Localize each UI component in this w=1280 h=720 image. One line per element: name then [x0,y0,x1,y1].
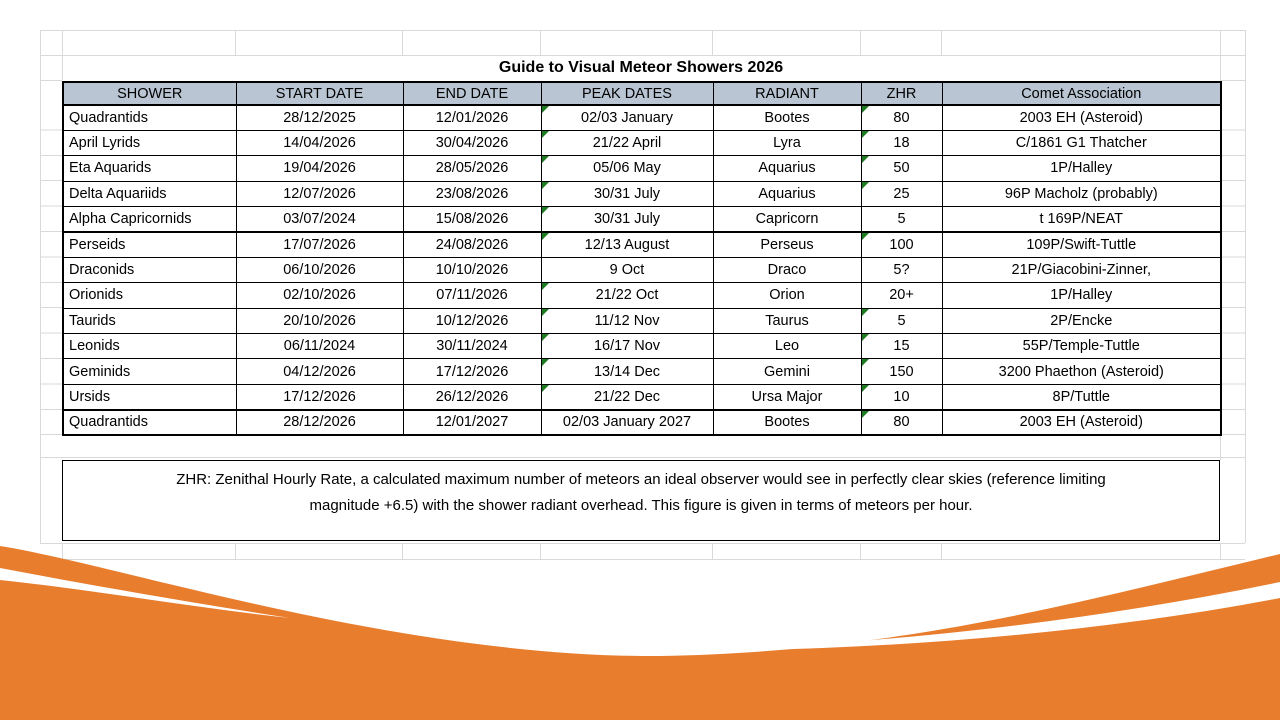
table-cell[interactable]: 05/06 May [541,156,713,181]
error-indicator-triangle-icon [862,131,869,138]
table-cell[interactable]: Draco [713,257,861,282]
table-cell[interactable]: 03/07/2024 [236,207,403,232]
table-row [63,283,1221,308]
error-indicator-triangle-icon [862,385,869,392]
table-cell[interactable]: 12/01/2026 [403,105,541,130]
error-indicator-triangle-icon [862,411,869,418]
table-row [63,207,1221,232]
column-header-shower[interactable]: SHOWER [63,82,236,105]
table-cell[interactable]: Leonids [63,334,236,359]
table-cell[interactable]: Bootes [713,105,861,130]
column-header-zhr[interactable]: ZHR [861,82,942,105]
table-cell[interactable]: 12/01/2027 [403,410,541,435]
error-indicator-triangle-icon [542,182,549,189]
table-cell[interactable]: 02/10/2026 [236,283,403,308]
table-cell[interactable]: 28/12/2026 [236,410,403,435]
table-cell[interactable]: 20/10/2026 [236,308,403,333]
table-cell[interactable]: 18 [861,130,942,155]
table-cell[interactable]: 13/14 Dec [541,359,713,384]
table-cell[interactable]: 80 [861,410,942,435]
table-cell[interactable]: 21P/Giacobini-Zinner, [942,257,1221,282]
meteor-showers-table [62,81,1222,436]
table-cell[interactable]: 14/04/2026 [236,130,403,155]
table-row [63,181,1221,206]
table-row [63,359,1221,384]
table-cell[interactable]: 9 Oct [541,257,713,282]
table-cell[interactable]: 21/22 Dec [541,384,713,409]
table-cell[interactable]: 02/03 January [541,105,713,130]
table-row [63,156,1221,181]
column-header-start-date[interactable]: START DATE [236,82,403,105]
table-cell[interactable]: April Lyrids [63,130,236,155]
table-cell[interactable]: 30/31 July [541,207,713,232]
table-cell[interactable]: Bootes [713,410,861,435]
table-cell[interactable]: 21/22 Oct [541,283,713,308]
table-cell[interactable]: Lyra [713,130,861,155]
error-indicator-triangle-icon [862,156,869,163]
error-indicator-triangle-icon [862,233,869,240]
table-cell[interactable]: 30/04/2026 [403,130,541,155]
table-cell[interactable]: Capricorn [713,207,861,232]
table-cell[interactable]: 12/07/2026 [236,181,403,206]
table-cell[interactable]: Quadrantids [63,105,236,130]
zhr-note-line-1: ZHR: Zenithal Hourly Rate, a calculated maximum number of meteors an ideal observer would see in perfectly clear skies (reference limiting [176,471,1106,488]
table-cell[interactable]: 26/12/2026 [403,384,541,409]
table-row [63,232,1221,257]
error-indicator-triangle-icon [542,334,549,341]
orange-wave-decoration [0,540,1280,720]
error-indicator-triangle-icon [542,131,549,138]
table-cell[interactable]: 06/11/2024 [236,334,403,359]
table-row [63,384,1221,409]
table-row [63,334,1221,359]
table-cell[interactable]: 17/12/2026 [236,384,403,409]
table-cell[interactable]: Aquarius [713,156,861,181]
table-cell[interactable]: 2P/Encke [942,308,1221,333]
table-row [63,308,1221,333]
table-cell[interactable]: 3200 Phaethon (Asteroid) [942,359,1221,384]
error-indicator-triangle-icon [862,359,869,366]
table-cell[interactable]: Eta Aquarids [63,156,236,181]
table-cell[interactable]: 23/08/2026 [403,181,541,206]
table-cell[interactable]: 15 [861,334,942,359]
table-cell[interactable]: 20+ [861,283,942,308]
table-cell[interactable]: 17/07/2026 [236,232,403,257]
error-indicator-triangle-icon [542,207,549,214]
table-cell[interactable]: 96P Macholz (probably) [942,181,1221,206]
table-cell[interactable]: Gemini [713,359,861,384]
error-indicator-triangle-icon [542,359,549,366]
table-cell[interactable]: t 169P/NEAT [942,207,1221,232]
table-cell[interactable]: 10/12/2026 [403,308,541,333]
error-indicator-triangle-icon [862,334,869,341]
table-cell[interactable]: 19/04/2026 [236,156,403,181]
table-cell[interactable]: 30/31 July [541,181,713,206]
table-cell[interactable]: 15/08/2026 [403,207,541,232]
table-cell[interactable]: Perseus [713,232,861,257]
table-cell[interactable]: 10/10/2026 [403,257,541,282]
table-cell[interactable]: 12/13 August [541,232,713,257]
table-cell[interactable]: 06/10/2026 [236,257,403,282]
error-indicator-triangle-icon [542,106,549,113]
table-cell[interactable]: 100 [861,232,942,257]
table-cell[interactable]: 50 [861,156,942,181]
table-row [63,257,1221,282]
error-indicator-triangle-icon [542,309,549,316]
table-cell[interactable]: 8P/Tuttle [942,384,1221,409]
column-header-radiant[interactable]: RADIANT [713,82,861,105]
table-cell[interactable]: Ursa Major [713,384,861,409]
table-row [63,105,1221,130]
table-cell[interactable]: Taurids [63,308,236,333]
error-indicator-triangle-icon [862,182,869,189]
table-cell[interactable]: Draconids [63,257,236,282]
table-cell[interactable]: Ursids [63,384,236,409]
table-cell[interactable]: 02/03 January 2027 [541,410,713,435]
table-cell[interactable]: 2003 EH (Asteroid) [942,105,1221,130]
column-header-end-date[interactable]: END DATE [403,82,541,105]
table-cell[interactable]: Alpha Capricornids [63,207,236,232]
table-cell[interactable]: 5 [861,308,942,333]
table-cell[interactable]: 21/22 April [541,130,713,155]
error-indicator-triangle-icon [542,233,549,240]
table-cell[interactable]: Quadrantids [63,410,236,435]
column-header-peak-dates[interactable]: PEAK DATES [541,82,713,105]
table-cell[interactable]: 1P/Halley [942,283,1221,308]
table-cell[interactable]: 11/12 Nov [541,308,713,333]
table-cell[interactable]: 10 [861,384,942,409]
table-cell[interactable]: Aquarius [713,181,861,206]
table-cell[interactable]: Geminids [63,359,236,384]
table-cell[interactable]: 30/11/2024 [403,334,541,359]
table-cell[interactable]: 17/12/2026 [403,359,541,384]
table-row [63,410,1221,435]
table-cell[interactable]: 2003 EH (Asteroid) [942,410,1221,435]
table-cell[interactable]: C/1861 G1 Thatcher [942,130,1221,155]
table-row [63,130,1221,155]
table-cell[interactable]: Perseids [63,232,236,257]
table-cell[interactable]: 1P/Halley [942,156,1221,181]
error-indicator-triangle-icon [862,106,869,113]
zhr-note-box [62,460,1220,541]
table-cell[interactable]: Delta Aquariids [63,181,236,206]
table-cell[interactable]: 5? [861,257,942,282]
error-indicator-triangle-icon [542,156,549,163]
table-header [63,82,1221,105]
table-cell[interactable]: 07/11/2026 [403,283,541,308]
table-cell[interactable]: 25 [861,181,942,206]
error-indicator-triangle-icon [542,283,549,290]
wave-body [0,546,1280,720]
table-cell[interactable]: 28/05/2026 [403,156,541,181]
table-cell[interactable]: 55P/Temple-Tuttle [942,334,1221,359]
row-gridline-ticks-left [41,105,62,436]
table-cell[interactable]: 5 [861,207,942,232]
table-cell[interactable]: Taurus [713,308,861,333]
table-cell[interactable]: 24/08/2026 [403,232,541,257]
zhr-note-line-2: magnitude +6.5) with the shower radiant overhead. This figure is given in terms of meteors per hour. [309,497,973,514]
error-indicator-triangle-icon [542,385,549,392]
table-cell[interactable]: 150 [861,359,942,384]
table-cell[interactable]: Orion [713,283,861,308]
table-cell[interactable]: 04/12/2026 [236,359,403,384]
column-header-comet-association[interactable]: Comet Association [942,82,1221,105]
table-cell[interactable]: 16/17 Nov [541,334,713,359]
row-gridline-ticks-right [1221,105,1245,436]
table-cell[interactable]: 28/12/2025 [236,105,403,130]
page-title: Guide to Visual Meteor Showers 2026 [498,59,784,76]
table-cell[interactable]: 109P/Swift-Tuttle [942,232,1221,257]
error-indicator-triangle-icon [862,309,869,316]
table-cell[interactable]: Orionids [63,283,236,308]
table-cell[interactable]: Leo [713,334,861,359]
table-cell[interactable]: 80 [861,105,942,130]
